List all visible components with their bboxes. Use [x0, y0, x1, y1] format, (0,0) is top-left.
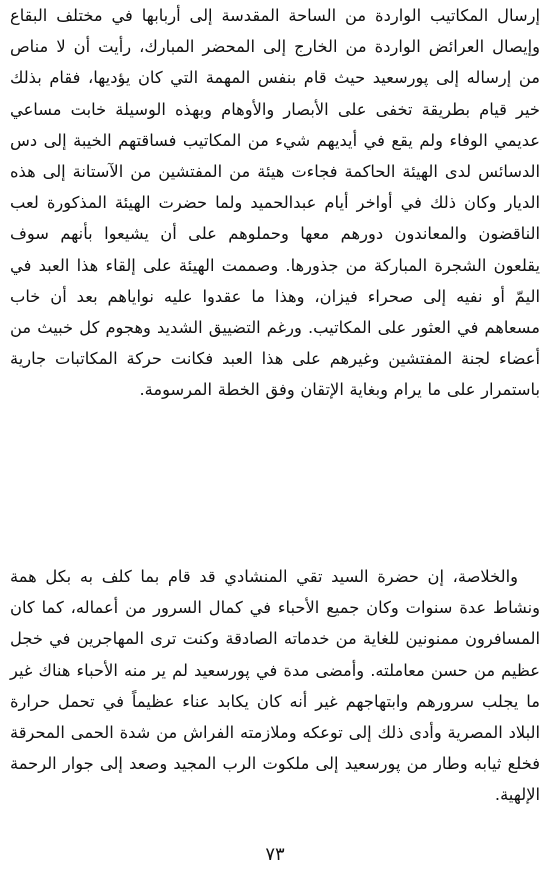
page-number: ٧٣ — [265, 844, 285, 865]
paragraph-2: والخلاصة، إن حضرة السيد تقي المنشادي قد قام بما كلف به بكل همة ونشاط عدة سنوات وكان جميع الأحباء في كمال السرور من أعماله، كما كان المسافرون ممنونين للغاية من خدماته الصادقة وكنت ترى المهاجرين في خجل عظيم من حسن معاملته. وأمضى مدة في پورسعيد لم ير منه الأحباء هناك غير ما يجلب سرورهم وابتهاجهم غير أنه كان يكابد عناء عظيماً في تحمل حرارة البلاد المصرية وأدى ذلك إلى توعكه وملازمته الفراش من شدة الحمى المحرقة فخلع ثيابه وطار من پورسعيد إلى ملكوت الرب المجيد وصعد إلى جوار الرحمة الإلهية. — [10, 567, 540, 805]
paragraph-1: إرسال المكاتيب الواردة من الساحة المقدسة إلى أربابها في مختلف البقاع وإيصال العرائض الواردة من الخارج إلى المحضر المبارك، رأيت أن لا مناص من إرساله إلى پورسعيد حيث قام بنفس المهمة التي كان يؤديها، فقام بذلك خير قيام بطريقة تخفى على الأبصار والأوهام وبهذه الوسيلة خابت مساعي عديمي الوفاء ولم يقع في أيديهم شيء من المكاتيب فساقتهم الخيبة إلى دس الدسائس لدى الهيئة الحاكمة فجاءت هيئة من المفتشين من الآستانة إلى هذه الديار وكان ذلك في أواخر أيام عبدالحميد ولما حضرت الهيئة المذكورة لعب الناقضون والمعاندون دورهم معها وحملوهم على أن يشيعوا بأنهم سوف يقلعون الشجرة المباركة من جذورها. وصممت الهيئة على إلقاء هذا العبد في اليمّ أو نفيه إلى صحراء فيزان، وهذا ما عقدوا عليه نواياهم بعد أن خاب مسعاهم في العثور على المكاتيب. ورغم التضييق الشديد وهجوم كل خبيث من أعضاء لجنة المفتشين وغيرهم على هذا العبد فكانت حركة المكاتبات جارية باستمرار على ما يرام وبغاية الإتقان وفق الخطة المرسومة. — [10, 6, 540, 400]
